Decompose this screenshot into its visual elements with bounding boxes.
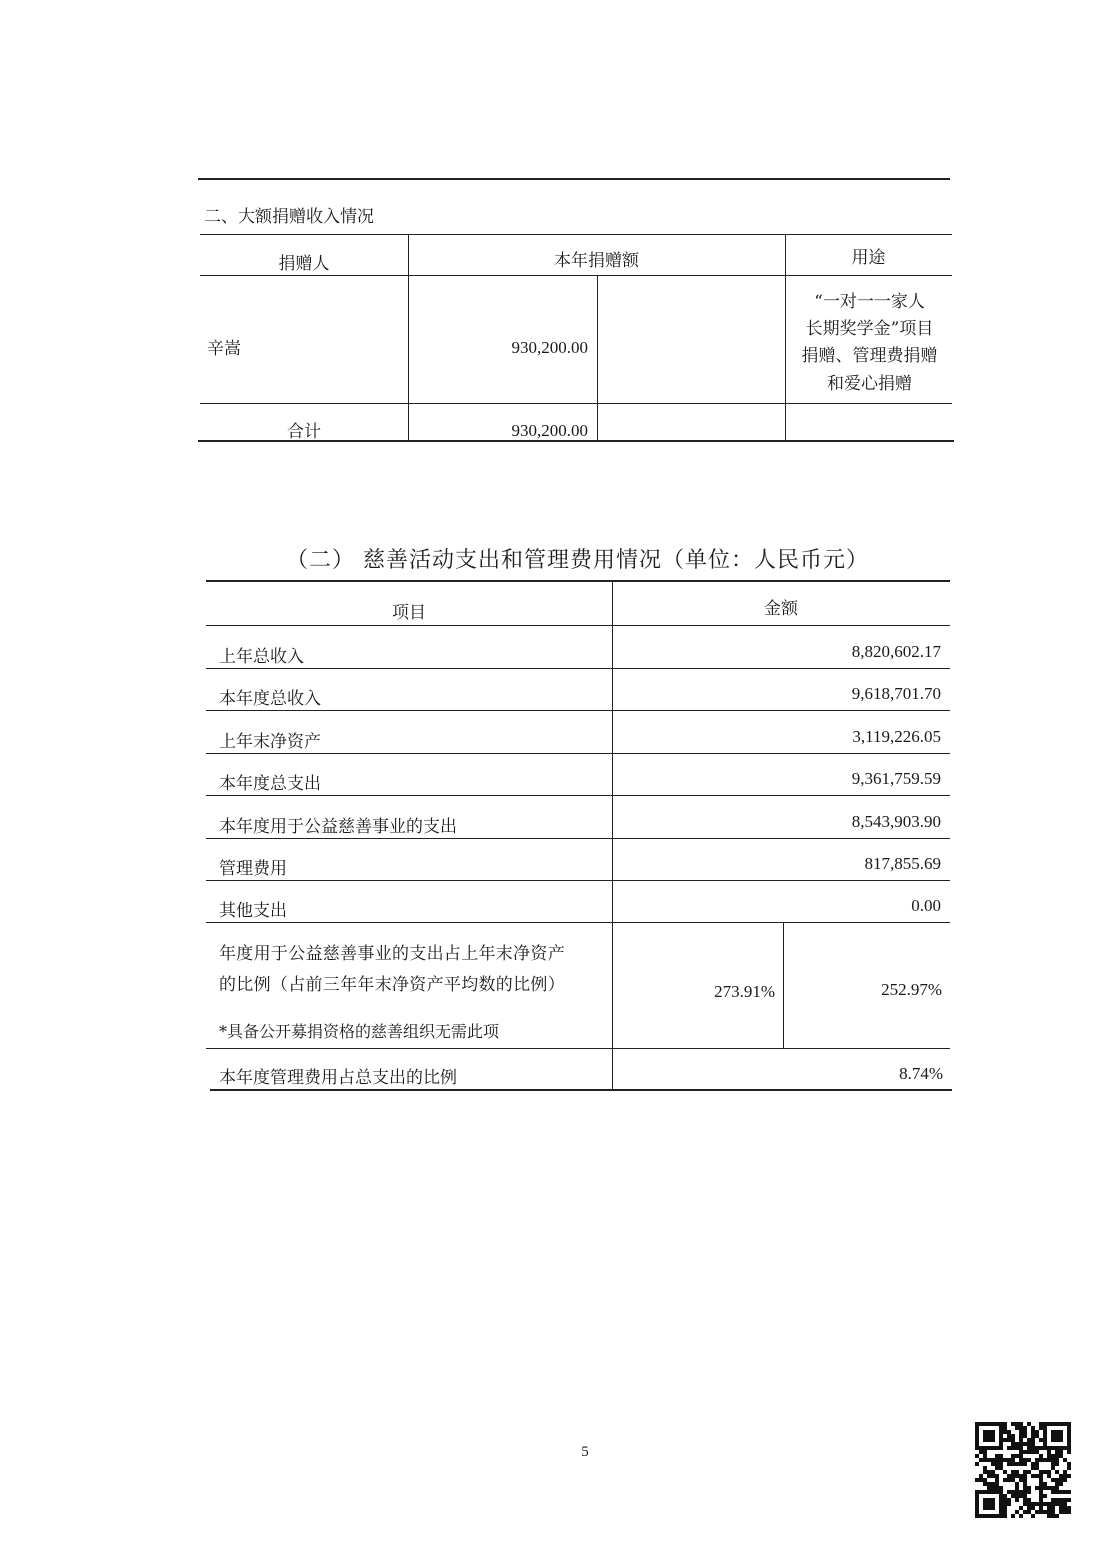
purpose-line-3: 捐赠、管理费捐赠: [801, 346, 938, 366]
qr-module: [1067, 1490, 1071, 1494]
qr-module: [1059, 1438, 1063, 1442]
row-label-last-year-net-assets: 上年末净资产: [219, 732, 321, 752]
top-rule: [198, 178, 950, 180]
total-amount: 930,200.00: [511, 421, 588, 440]
row-value-this-year-income: 9,618,701.70: [851, 684, 941, 703]
qr-module: [991, 1506, 995, 1510]
row-value-charity-expense: 8,543,903.90: [851, 812, 941, 831]
qr-module: [1027, 1490, 1031, 1494]
ratio-row-note: *具备公开募捐资格的慈善组织无需此项: [219, 1022, 500, 1041]
qr-module: [1067, 1474, 1071, 1478]
qr-module: [991, 1438, 995, 1442]
row-value-total-expense: 9,361,759.59: [851, 769, 941, 788]
qr-module: [1007, 1502, 1011, 1506]
donor-name: 辛嵩: [207, 339, 241, 359]
qr-module: [1059, 1482, 1063, 1486]
qr-module: [1055, 1514, 1059, 1518]
qr-module: [1055, 1462, 1059, 1466]
qr-module: [1015, 1498, 1019, 1502]
ratio-value-2: 252.97%: [881, 980, 942, 999]
section2-title: （二） 慈善活动支出和管理费用情况（单位：人民币元）: [286, 548, 869, 573]
qr-module: [1063, 1478, 1067, 1482]
qr-module: [1019, 1514, 1023, 1518]
qr-code-icon: [975, 1422, 1071, 1518]
qr-module: [1067, 1510, 1071, 1514]
qr-module: [1067, 1498, 1071, 1502]
ratio-value-1: 273.91%: [714, 982, 775, 1001]
header-donor: 捐赠人: [278, 254, 330, 274]
row-label-total-expense: 本年度总支出: [219, 774, 321, 794]
row-label-charity-expense: 本年度用于公益慈善事业的支出: [219, 817, 457, 837]
row-label-other-expense: 其他支出: [219, 901, 287, 921]
row-label-this-year-income: 本年度总收入: [219, 689, 321, 709]
header-item: 项目: [392, 603, 426, 623]
qr-module: [1067, 1466, 1071, 1470]
qr-module: [999, 1446, 1003, 1450]
ratio-row-line-2: 的比例（占前三年年末净资产平均数的比例）: [219, 975, 565, 995]
qr-module: [1003, 1514, 1007, 1518]
qr-module: [1031, 1514, 1035, 1518]
qr-module: [975, 1462, 979, 1466]
row-label-management-fee: 管理费用: [219, 859, 287, 879]
purpose-line-2: 长期奖学金”项目: [805, 319, 934, 339]
page-number: 5: [581, 1444, 589, 1460]
qr-module: [1011, 1514, 1015, 1518]
header-amount-2: 金额: [764, 599, 798, 619]
row-value-other-expense: 0.00: [911, 896, 941, 915]
row-label-last-year-income: 上年总收入: [219, 647, 304, 667]
purpose-line-1: “一对一一家人: [814, 292, 925, 312]
row-label-mgmt-ratio: 本年度管理费用占总支出的比例: [219, 1068, 457, 1088]
donor-amount: 930,200.00: [511, 338, 588, 357]
purpose-line-4: 和爱心捐赠: [827, 374, 912, 394]
section1-title: 二、大额捐赠收入情况: [204, 207, 374, 227]
ratio-row-line-1: 年度用于公益慈善事业的支出占上年末净资产: [219, 944, 565, 964]
total-label: 合计: [287, 422, 321, 442]
header-purpose: 用途: [851, 248, 886, 268]
row-value-last-year-net-assets: 3,119,226.05: [852, 727, 941, 746]
qr-module: [1043, 1494, 1047, 1498]
row-value-mgmt-ratio: 8.74%: [899, 1064, 943, 1083]
row-value-management-fee: 817,855.69: [864, 854, 941, 873]
qr-module: [1023, 1462, 1027, 1466]
qr-module: [1067, 1450, 1071, 1454]
header-amount: 本年捐赠额: [554, 251, 639, 271]
row-value-last-year-income: 8,820,602.17: [851, 642, 941, 661]
